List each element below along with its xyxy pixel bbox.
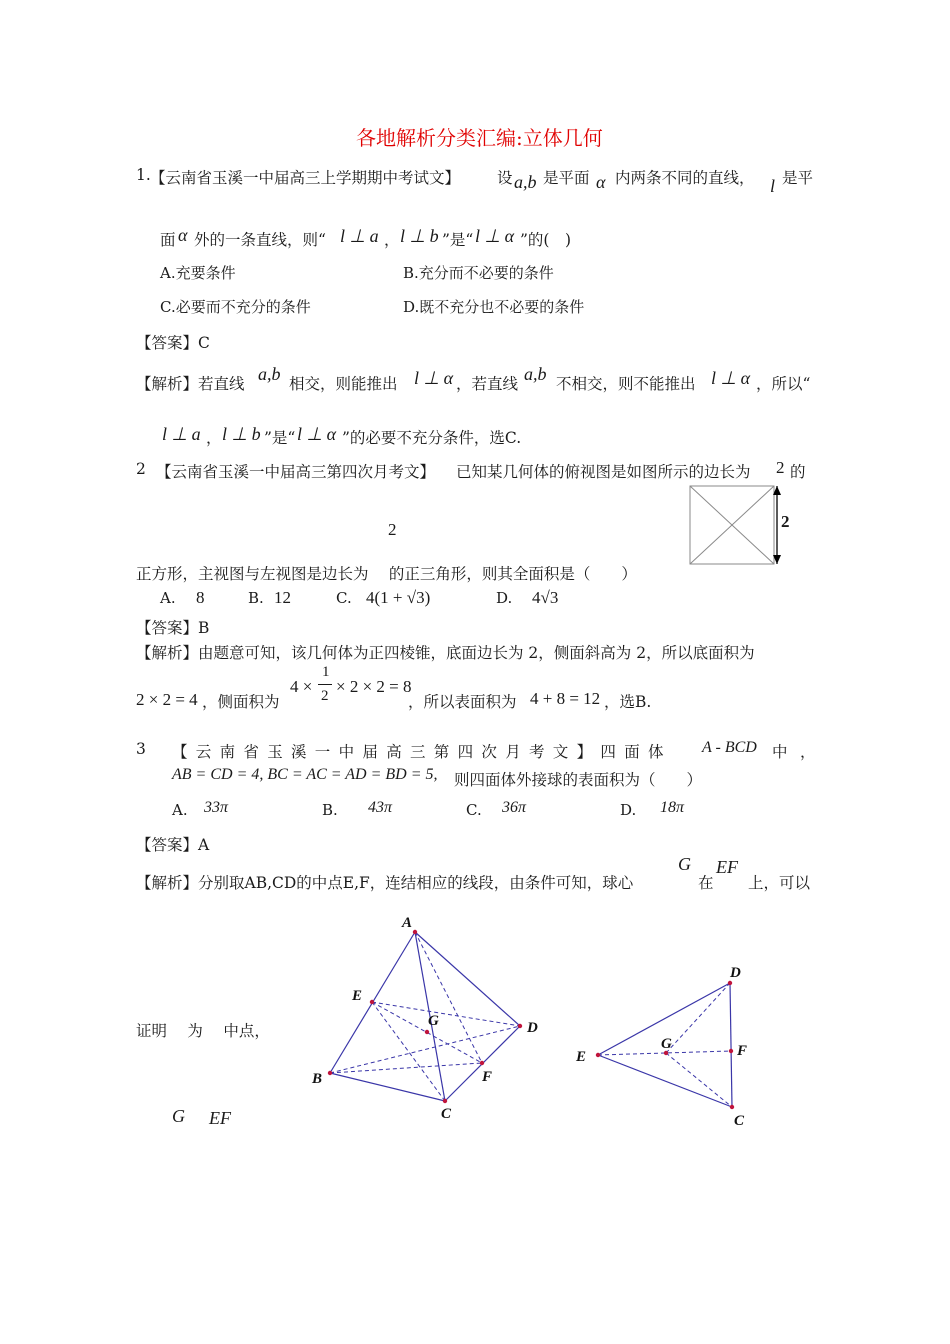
label-g: G xyxy=(661,1036,672,1052)
segment-gc xyxy=(666,1053,732,1107)
label-e: E xyxy=(576,1049,587,1065)
point-e xyxy=(370,1000,374,1004)
point-a xyxy=(413,930,417,934)
q1-exp-mid: ”是“ xyxy=(264,429,296,447)
q1-l-perp-b: l ⊥ b xyxy=(400,226,439,246)
point-e xyxy=(596,1053,600,1057)
q3-exp-2: 上，可以 xyxy=(748,874,811,892)
q2-exp-text-1: ，侧面积为 xyxy=(202,693,280,711)
q3-exp-zai: 在 xyxy=(698,874,714,892)
q3-exp-1: 【解析】分别取AB,CD的中点E,F，连结相应的线段，由条件可知，球心 xyxy=(136,874,634,892)
q1-line2-b: 外的一条直线，则“ xyxy=(194,231,326,249)
q3-option-b-label: B. xyxy=(322,801,338,819)
q3-zhong: 中 xyxy=(772,743,788,761)
q1-exp-perp-1: l ⊥ α xyxy=(414,368,454,388)
q2-option-a-label: A. xyxy=(160,589,176,607)
q1-end: ”的( ) xyxy=(520,231,572,249)
q2-answer: 【答案】B xyxy=(136,619,210,637)
q3-option-d-label: D. xyxy=(620,801,637,819)
q2-explanation-1: 【解析】由题意可知，该几何体为正四棱锥，底面边长为 2，侧面斜高为 2，所以底面积为 xyxy=(136,644,755,662)
q1-option-b: B.充分而不必要的条件 xyxy=(403,264,554,282)
q3-option-a-label: A. xyxy=(172,801,188,819)
q1-l-perp-alpha: l ⊥ α xyxy=(475,226,515,246)
edge-ec xyxy=(598,1055,732,1107)
q3-conditions: AB = CD = 4, BC = AC = AD = BD = 5, xyxy=(172,766,438,783)
q1-text-1: 设 xyxy=(497,169,513,187)
q1-l-perp-a: l ⊥ a xyxy=(340,226,379,246)
q1-exp-2: 相交，则能推出 xyxy=(289,375,398,393)
q3-option-b-value: 43π xyxy=(368,799,393,816)
label-d: D xyxy=(730,965,741,981)
point-b xyxy=(328,1071,332,1075)
q1-comma: ， xyxy=(384,231,400,249)
q1-exp-l-perp-b: l ⊥ b xyxy=(222,424,261,444)
point-c xyxy=(443,1099,447,1103)
label-b: B xyxy=(312,1071,323,1087)
label-a: A xyxy=(402,915,413,931)
q1-option-a: A.充要条件 xyxy=(160,264,236,282)
q2-two: 2 xyxy=(776,458,785,477)
q1-exp-1: 【解析】若直线 xyxy=(136,375,245,393)
q1-line2-a: 面 xyxy=(160,231,176,249)
q2-exp-calc-3: 4 + 8 = 12 xyxy=(530,689,601,708)
q2-frac-bar xyxy=(318,684,332,685)
q3-answer: 【答案】A xyxy=(136,836,210,854)
segment-bf xyxy=(330,1063,482,1073)
q2-figure-label: 2 xyxy=(781,512,790,531)
q1-exp-end: ”的必要不充分条件，选C. xyxy=(342,429,522,447)
label-f: F xyxy=(737,1043,748,1059)
q1-exp-4: 不相交，则不能推出 xyxy=(556,375,696,393)
q3-exp-3: 证明 为 中点， xyxy=(136,1022,270,1040)
label-c: C xyxy=(734,1113,745,1129)
label-g: G xyxy=(428,1013,439,1029)
q2-frac-denominator: 2 xyxy=(321,688,329,704)
q2-exp-text-2: ，所以表面积为 xyxy=(408,693,517,711)
q3-option-c-label: C. xyxy=(466,801,482,819)
q1-text-2: 是平面 xyxy=(543,169,590,187)
q2-source: 【云南省玉溪一中届高三第四次月考文】 xyxy=(156,463,436,481)
q2-exp-calc-1: 2 × 2 = 4 xyxy=(136,690,198,709)
q3-exp-EF-2: EF xyxy=(209,1108,231,1128)
q1-answer: 【答案】C xyxy=(136,334,210,352)
q2-frac-numerator: 1 xyxy=(322,664,330,680)
point-g xyxy=(425,1030,429,1034)
q1-exp-l-perp-alpha: l ⊥ α xyxy=(297,424,337,444)
q3-option-a-value: 33π xyxy=(204,799,229,816)
point-f xyxy=(729,1049,733,1053)
q3-number: 3 xyxy=(136,740,146,758)
q2-option-c-label: C. xyxy=(336,589,352,607)
q1-exp-ab-2: a,b xyxy=(524,364,547,384)
q2-option-b-label: B. xyxy=(248,589,264,607)
q2-text-2: 的 xyxy=(790,463,806,481)
label-d: D xyxy=(527,1020,538,1036)
q2-number: 2 xyxy=(136,460,146,478)
edge-bd-hidden xyxy=(330,1026,520,1073)
q3-option-d-value: 18π xyxy=(660,799,685,816)
q2-option-d-value: 4√3 xyxy=(532,588,559,607)
point-f xyxy=(480,1061,484,1065)
q3-exp-EF: EF xyxy=(716,857,738,877)
q2-text-1: 已知某几何体的俯视图是如图所示的边长为 xyxy=(456,463,751,481)
q3-comma: ， xyxy=(800,743,816,761)
q3-source: 【云南省玉溪一中届高三第四次月考文】四面体 xyxy=(172,743,672,761)
q1-exp-ab-1: a,b xyxy=(258,364,281,384)
q1-exp-3: ，若直线 xyxy=(456,375,519,393)
q1-line2-alpha: α xyxy=(178,225,188,245)
label-c: C xyxy=(441,1106,452,1122)
point-c xyxy=(730,1105,734,1109)
q1-source: 【云南省玉溪一中届高三上学期期中考试文】 xyxy=(150,169,461,187)
q3-exp-G-2: G xyxy=(172,1106,185,1126)
q1-exp-l-perp-a: l ⊥ a xyxy=(162,424,201,444)
q1-math-alpha: α xyxy=(596,172,606,192)
q2-option-b-value: 12 xyxy=(274,588,291,607)
tetrahedron-figure xyxy=(300,905,560,1125)
q1-math-ab: a,b xyxy=(514,172,537,192)
q1-exp-perp-2: l ⊥ α xyxy=(711,368,751,388)
triangle-ecd-figure xyxy=(570,955,780,1135)
point-d xyxy=(728,981,732,985)
q1-exp-comma: ， xyxy=(206,429,222,447)
q1-number: 1. xyxy=(136,166,151,184)
q2-exp-text-3: ，选B. xyxy=(604,693,652,711)
q1-math-l: l xyxy=(770,176,776,196)
q3-exp-G: G xyxy=(678,854,691,874)
q2-exp-calc-2-post: × 2 × 2 = 8 xyxy=(336,677,412,696)
q3-question: 则四面体外接球的表面积为（ ） xyxy=(454,771,703,789)
q3-option-c-value: 36π xyxy=(502,799,527,816)
q2-two-floating: 2 xyxy=(388,520,397,539)
q3-math-abcd: A - BCD xyxy=(702,739,757,756)
q1-exp-5: ，所以“ xyxy=(756,375,811,393)
point-d xyxy=(518,1024,522,1028)
q1-option-c: C.必要而不充分的条件 xyxy=(160,298,311,316)
edge-dc xyxy=(730,983,732,1107)
q2-line-2: 正方形，主视图与左视图是边长为 的正三角形，则其全面积是（ ） xyxy=(136,565,637,583)
q2-exp-calc-2-pre: 4 × xyxy=(290,677,313,696)
q1-text-4: 是平 xyxy=(782,169,814,187)
q2-option-c-value: 4(1 + √3) xyxy=(366,588,431,607)
segment-gd xyxy=(666,983,730,1053)
q2-option-d-label: D. xyxy=(496,589,513,607)
q1-mid: ”是“ xyxy=(442,231,474,249)
q2-option-a-value: 8 xyxy=(196,588,205,607)
label-e: E xyxy=(352,988,363,1004)
label-f: F xyxy=(482,1069,493,1085)
page-title: 各地解析分类汇编:立体几何 xyxy=(356,126,603,150)
q1-text-3: 内两条不同的直线， xyxy=(615,169,755,187)
q1-option-d: D.既不充分也不必要的条件 xyxy=(403,298,585,316)
